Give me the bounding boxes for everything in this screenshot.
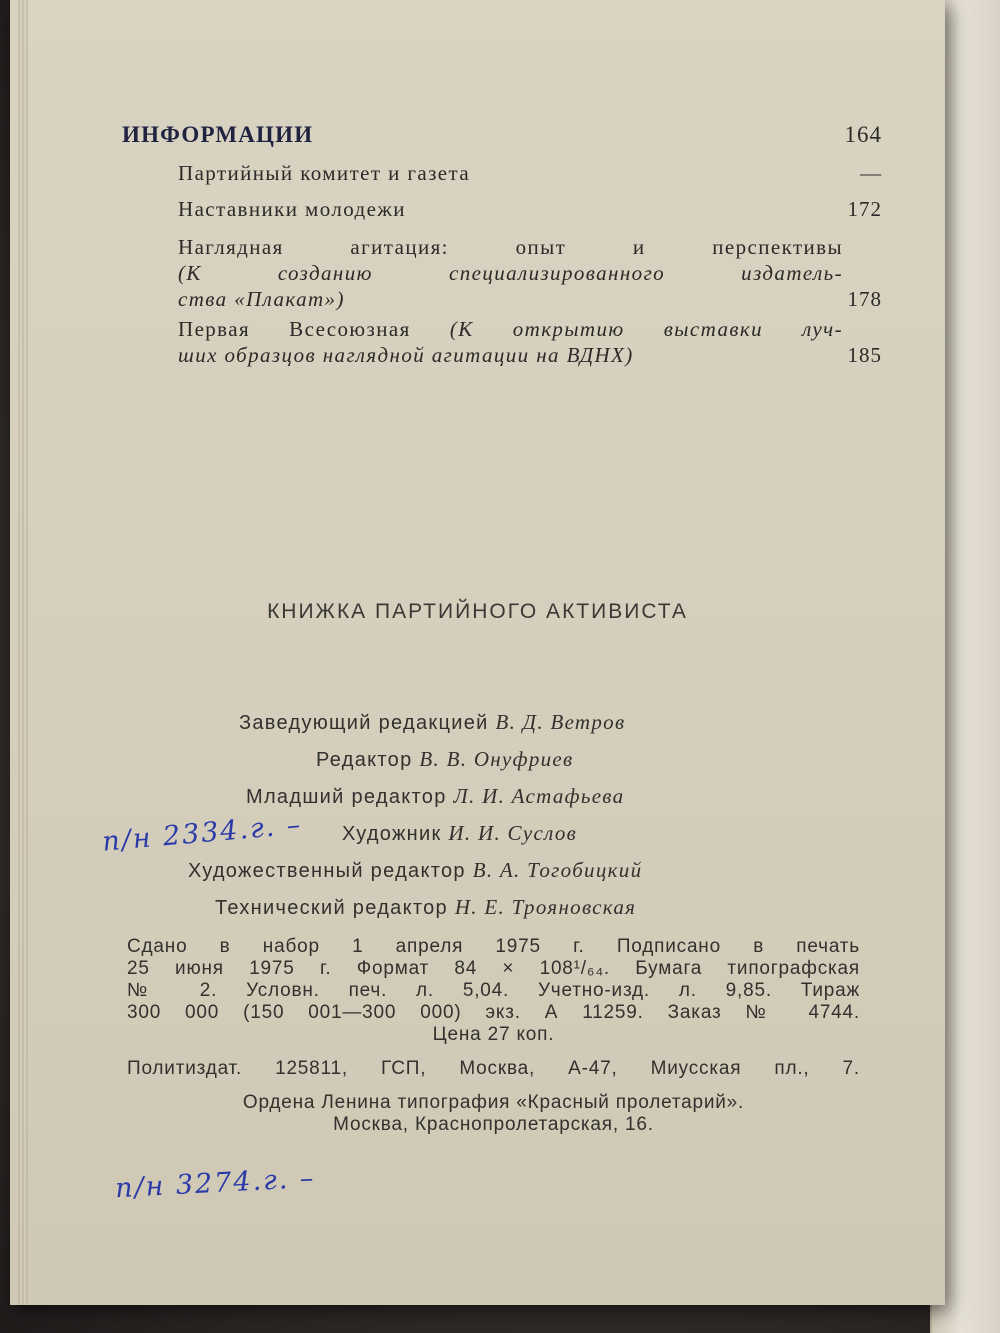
toc-entry-subtitle: (К созданию специализированного издатель- — [178, 261, 843, 285]
imprint-line: 25 июня 1975 г. Формат 84 × 108¹/₆₄. Бумага типографская — [127, 958, 860, 979]
book-title: КНИЖКА ПАРТИЙНОГО АКТИВИСТА — [267, 600, 688, 623]
toc-entry — [122, 196, 882, 234]
toc-entry-page: 172 — [847, 197, 882, 221]
toc-section-page: 164 — [844, 122, 882, 147]
handwritten-note: п/н 3274.г. – — [114, 1162, 317, 1205]
toc-entry — [122, 234, 882, 312]
table-of-contents — [122, 122, 882, 372]
credit-role: Художественный редактор — [188, 860, 466, 882]
imprint-line: Сдано в набор 1 апреля 1975 г. Подписано в печать — [127, 936, 860, 957]
credit-name: И. И. Суслов — [448, 821, 578, 845]
page-stack-edge — [18, 0, 28, 1305]
credit-line — [10, 704, 945, 741]
credit-role: Младший редактор — [246, 786, 447, 808]
toc-entry-subtitle: (К открытию выставки луч- — [449, 317, 843, 341]
toc-entry-title-line — [178, 316, 843, 342]
credit-name: В. А. Тогобицкий — [472, 858, 643, 882]
credit-role: Редактор — [316, 749, 413, 771]
toc-entry-title: Наставники молодежи — [178, 197, 406, 221]
credit-line — [10, 778, 945, 815]
imprint-printer: Ордена Ленина типография «Красный пролетарий». — [242, 1092, 745, 1113]
toc-entry-page: — — [860, 161, 882, 185]
credit-name: В. Д. Ветров — [495, 710, 626, 734]
credit-role: Технический редактор — [215, 897, 448, 919]
toc-entry — [122, 316, 882, 372]
credit-role: Художник — [342, 823, 442, 845]
book-page — [10, 0, 945, 1305]
credit-role: Заведующий редакцией — [239, 712, 489, 734]
credit-name: Н. Е. Трояновская — [454, 895, 637, 919]
credits-list — [10, 704, 945, 926]
credit-name: Л. И. Астафьева — [453, 784, 625, 808]
credit-line — [10, 852, 945, 889]
imprint-publisher: Политиздат. 125811, ГСП, Москва, А-47, Миусская пл., 7. — [127, 1058, 860, 1079]
credit-name: В. В. Онуфриев — [419, 747, 574, 771]
credit-line — [10, 889, 945, 926]
toc-entry — [122, 160, 882, 196]
credit-line — [10, 741, 945, 778]
toc-entry-page: 185 — [847, 343, 882, 367]
handwritten-note: п/н 2334.г. – — [101, 809, 304, 858]
toc-section-title: ИНФОРМАЦИИ — [122, 122, 314, 147]
imprint-printer-address: Москва, Краснопролетарская, 16. — [333, 1114, 654, 1135]
toc-entry-subtitle-cont: ших образцов наглядной агитации на ВДНХ) — [178, 343, 634, 367]
imprint-line: № 2. Условн. печ. л. 5,04. Учетно-изд. л. 9,85. Тираж — [127, 980, 860, 1001]
toc-entry-title: Партийный комитет и газета — [178, 161, 471, 185]
toc-entry-subtitle-cont: ства «Плакат») — [178, 287, 345, 311]
imprint-block — [127, 936, 860, 1136]
toc-entry-title: Первая Всесоюзная — [178, 317, 450, 341]
toc-section-heading — [122, 122, 882, 160]
imprint-price: Цена 27 коп. — [432, 1024, 555, 1045]
toc-entry-page: 178 — [847, 287, 882, 311]
imprint-line: 300 000 (150 001—300 000) экз. А 11259. Заказ № 4744. — [127, 1002, 860, 1023]
toc-entry-title: Наглядная агитация: опыт и перспективы — [178, 235, 843, 259]
